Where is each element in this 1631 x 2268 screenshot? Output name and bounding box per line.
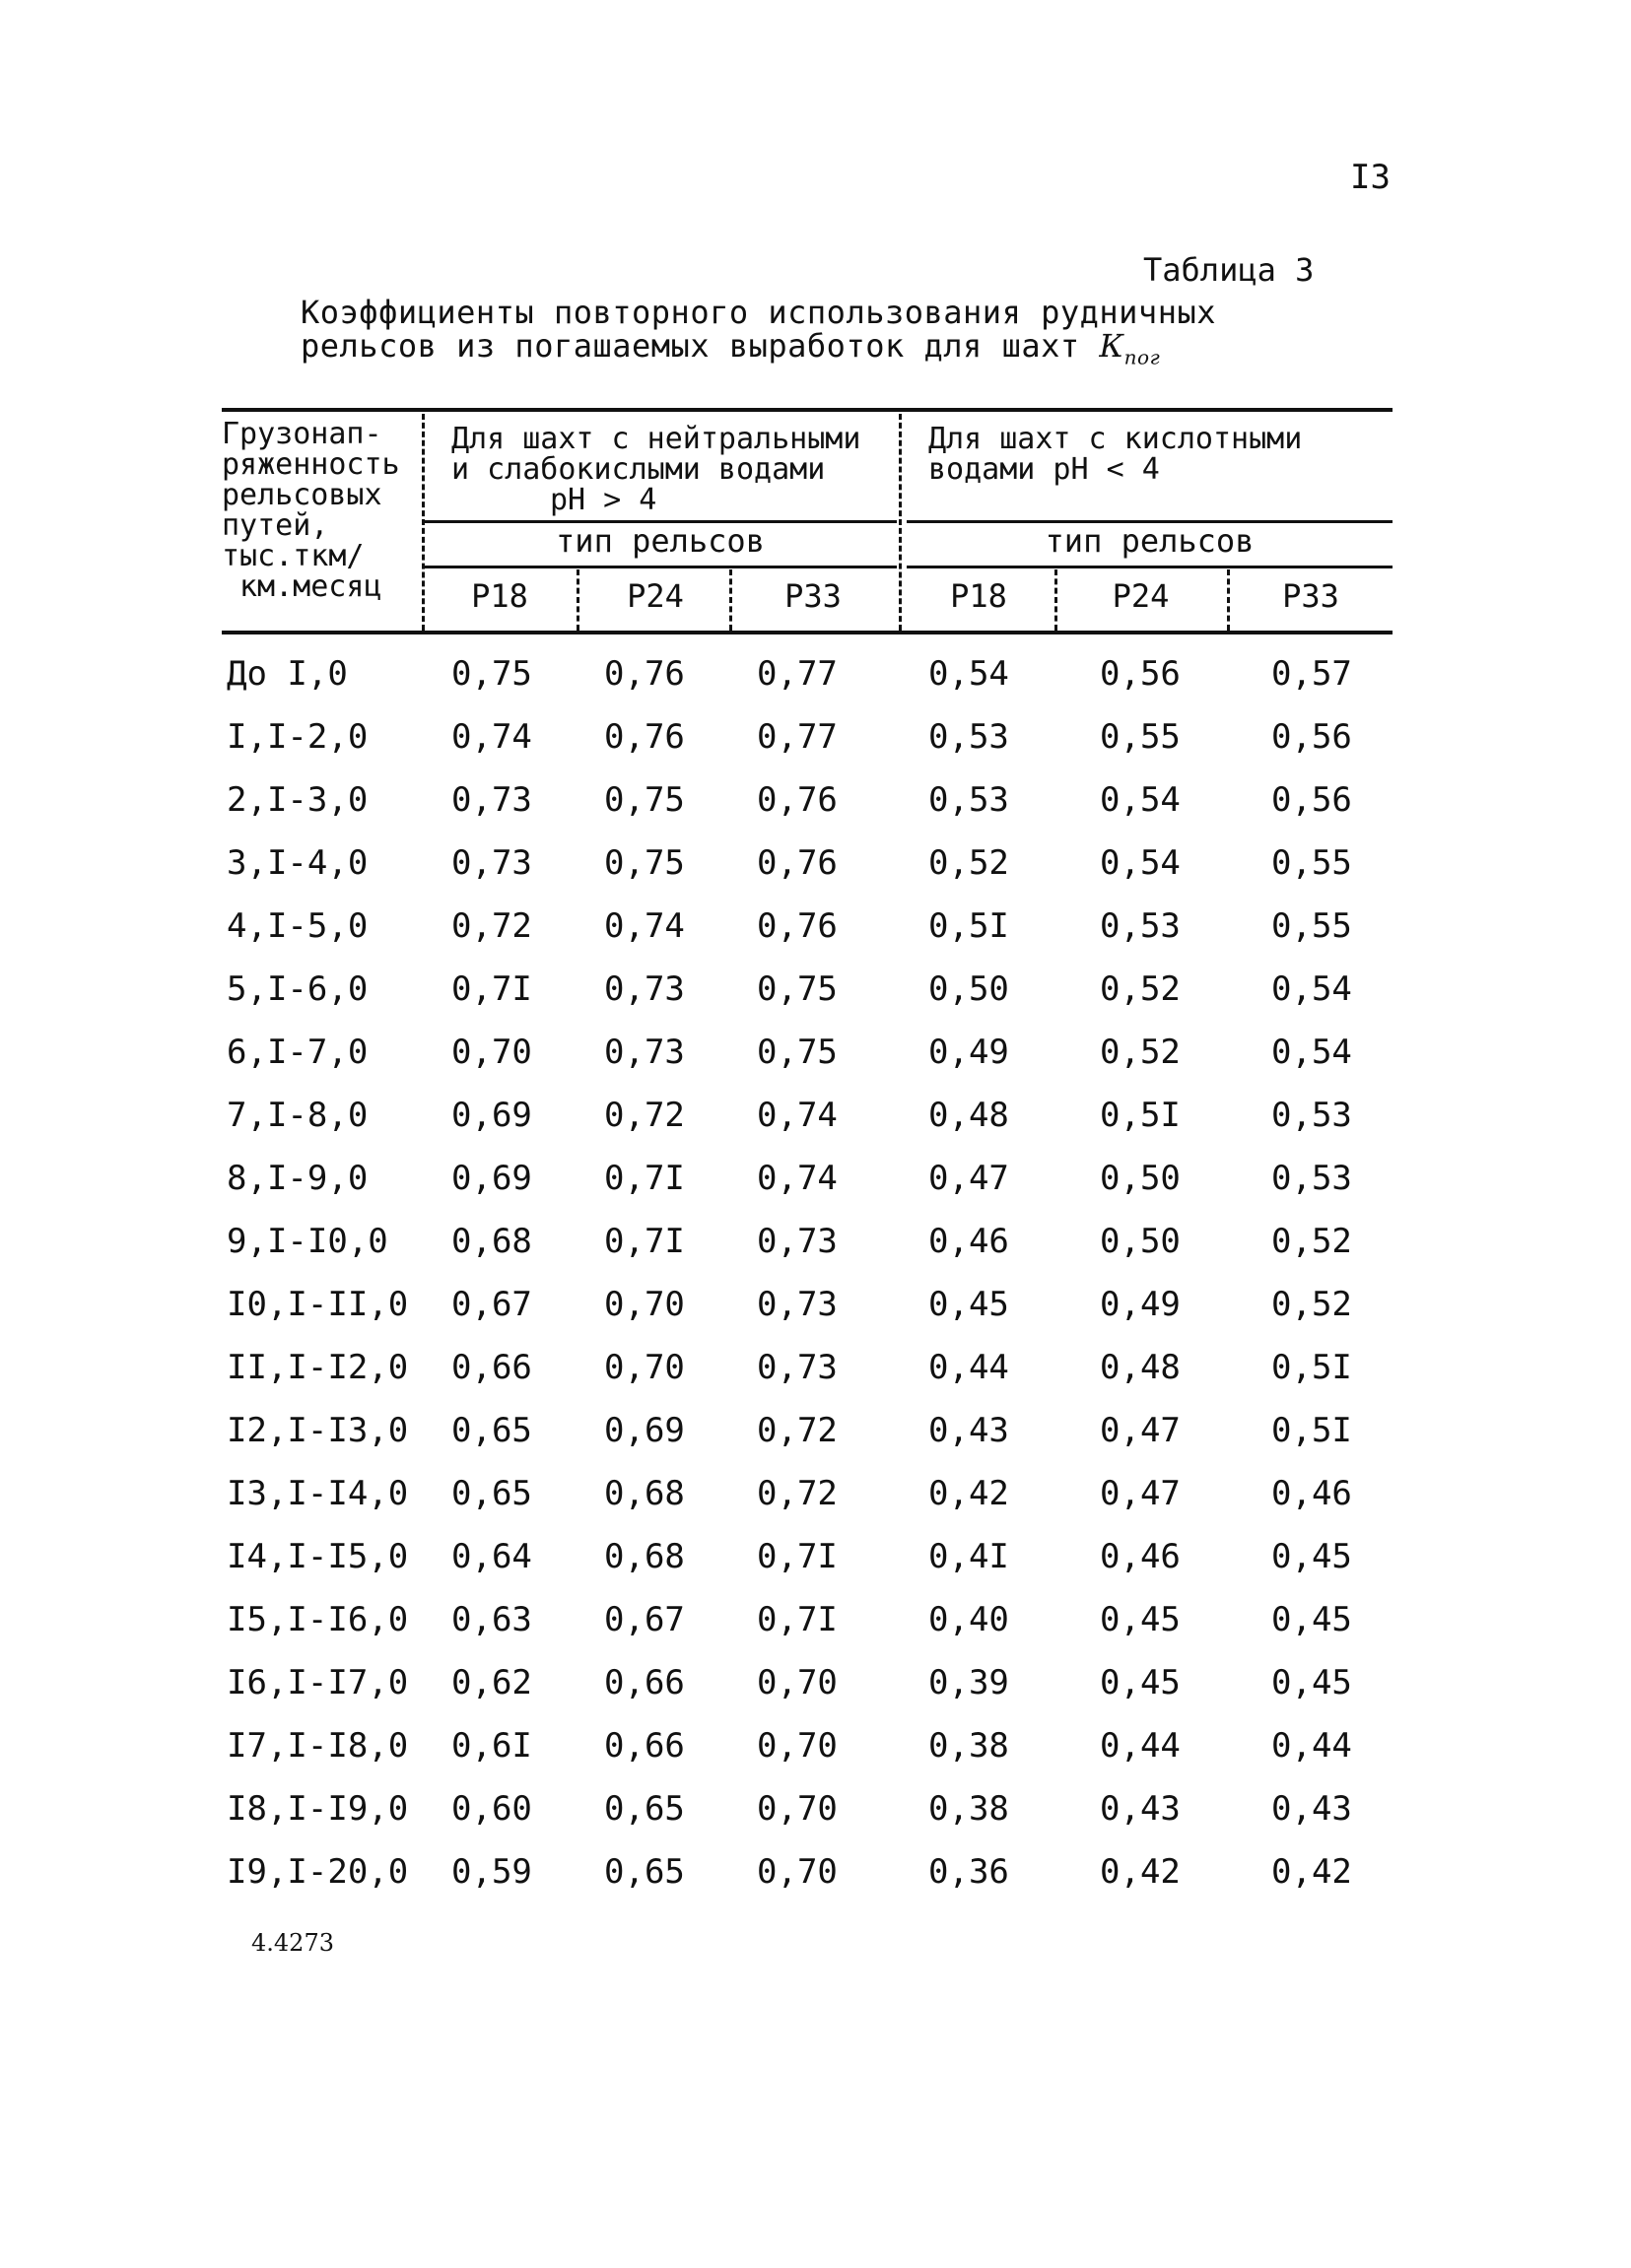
table-row: I9,I-20,0 0,59 0,65 0,70 0,36 0,42 0,42 bbox=[227, 1852, 1352, 1892]
type-rule-right bbox=[907, 566, 1393, 568]
table-row: 8,I-9,0 0,69 0,7I 0,74 0,47 0,50 0,53 bbox=[227, 1159, 1352, 1198]
type-rule-left bbox=[424, 566, 897, 568]
table-row: 6,I-7,0 0,70 0,73 0,75 0,49 0,52 0,54 bbox=[227, 1033, 1352, 1072]
table-row: До I,0 0,75 0,76 0,77 0,54 0,56 0,57 bbox=[227, 654, 1352, 694]
table-row: 2,I-3,0 0,73 0,75 0,76 0,53 0,54 0,56 bbox=[227, 780, 1352, 820]
table-row: I3,I-I4,0 0,65 0,68 0,72 0,42 0,47 0,46 bbox=[227, 1474, 1352, 1513]
table-row: 7,I-8,0 0,69 0,72 0,74 0,48 0,5I 0,53 bbox=[227, 1096, 1352, 1135]
group-neutral-header: Для шахт с нейтральными и слабокислыми водами pH > 4 bbox=[451, 422, 861, 517]
first-col-header: Грузонап- ряженность рельсовых путей, тыс.ткм/ км.месяц bbox=[222, 417, 400, 604]
rail-type-r33-acid: Р33 bbox=[1282, 577, 1339, 615]
rail-type-r18-acid: Р18 bbox=[950, 577, 1007, 615]
rail-type-r33-neutral: Р33 bbox=[784, 577, 842, 615]
table-label: Таблица 3 bbox=[1143, 251, 1315, 289]
caption-line-1: Коэффициенты повторного использования рудничных bbox=[301, 294, 1216, 331]
table-row: I2,I-I3,0 0,65 0,69 0,72 0,43 0,47 0,5I bbox=[227, 1411, 1352, 1450]
table-row: I4,I-I5,0 0,64 0,68 0,7I 0,4I 0,46 0,45 bbox=[227, 1537, 1352, 1576]
divider-groups bbox=[899, 414, 902, 631]
table-row: I5,I-I6,0 0,63 0,67 0,7I 0,40 0,45 0,45 bbox=[227, 1600, 1352, 1639]
table-row: I8,I-I9,0 0,60 0,65 0,70 0,38 0,43 0,43 bbox=[227, 1789, 1352, 1829]
rail-type-label-right: тип рельсов bbox=[1045, 522, 1255, 560]
table-top-rule bbox=[222, 408, 1393, 412]
table-row: I6,I-I7,0 0,62 0,66 0,70 0,39 0,45 0,45 bbox=[227, 1663, 1352, 1702]
rail-type-r18-neutral: Р18 bbox=[471, 577, 528, 615]
divider-r24-r33-right bbox=[1227, 569, 1230, 631]
table-row: 3,I-4,0 0,73 0,75 0,76 0,52 0,54 0,55 bbox=[227, 843, 1352, 883]
rail-type-label-left: тип рельсов bbox=[556, 522, 765, 560]
coefficient-symbol: $К_{пог}$ bbox=[1099, 327, 1161, 369]
table-row: 9,I-I0,0 0,68 0,7I 0,73 0,46 0,50 0,52 bbox=[227, 1222, 1352, 1261]
table-row: 4,I-5,0 0,72 0,74 0,76 0,5I 0,53 0,55 bbox=[227, 906, 1352, 946]
group-acid-header: Для шахт с кислотными водами pH < 4 bbox=[928, 422, 1303, 487]
divider-r24-r33-left bbox=[729, 569, 732, 631]
caption-line-2-text: рельсов из погашаемых выработок для шахт bbox=[301, 327, 1080, 365]
rail-type-r24-neutral: Р24 bbox=[627, 577, 684, 615]
divider-r18-r24-right bbox=[1054, 569, 1057, 631]
table-row: 5,I-6,0 0,7I 0,73 0,75 0,50 0,52 0,54 bbox=[227, 969, 1352, 1009]
rail-type-r24-acid: Р24 bbox=[1112, 577, 1170, 615]
page-number: I3 bbox=[1350, 158, 1391, 197]
header-bottom-rule bbox=[222, 631, 1393, 634]
table-row: I,I-2,0 0,74 0,76 0,77 0,53 0,55 0,56 bbox=[227, 717, 1352, 757]
document-code: 4.4273 bbox=[251, 1929, 334, 1957]
caption-line-2 bbox=[301, 329, 1216, 373]
divider-r18-r24-left bbox=[577, 569, 579, 631]
table-row: II,I-I2,0 0,66 0,70 0,73 0,44 0,48 0,5I bbox=[227, 1348, 1352, 1387]
table-caption bbox=[301, 296, 1216, 373]
table-row: I0,I-II,0 0,67 0,70 0,73 0,45 0,49 0,52 bbox=[227, 1285, 1352, 1324]
table-row: I7,I-I8,0 0,6I 0,66 0,70 0,38 0,44 0,44 bbox=[227, 1726, 1352, 1766]
